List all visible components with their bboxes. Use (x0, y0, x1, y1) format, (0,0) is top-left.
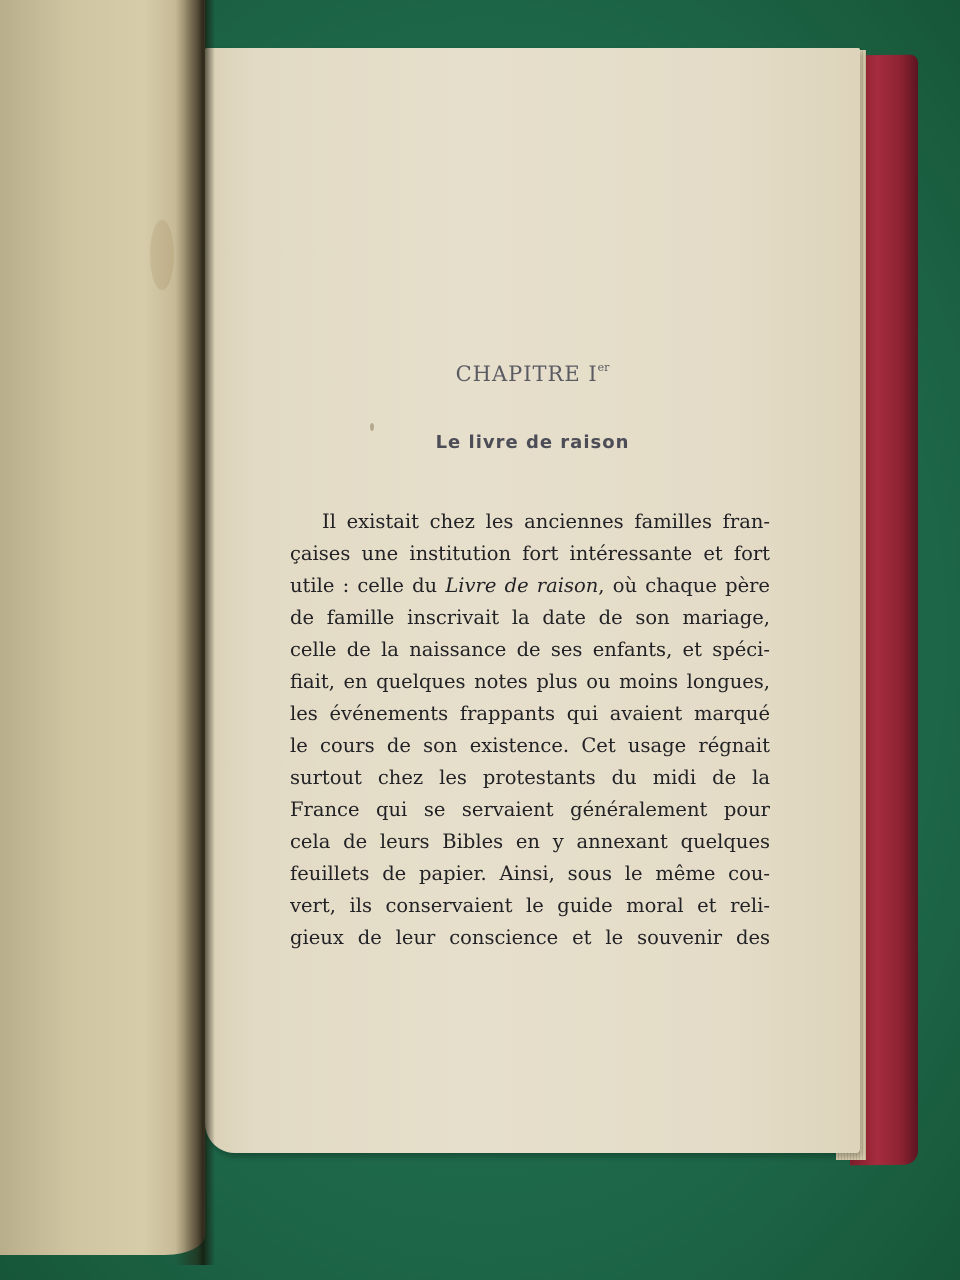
paragraph-line: celle de la naissance de ses enfants, et spéci- (290, 638, 770, 661)
chapter-heading-superscript: er (597, 361, 610, 374)
paragraph-line: çaises une institution fort intéressante et fort (290, 542, 770, 565)
paragraph-line: cela de leurs Bibles en y annexant quelques (290, 830, 770, 853)
paragraph-line: France qui se servaient généralement pour (290, 798, 770, 821)
paragraph-line: de famille inscrivait la date de son mariage, (290, 606, 770, 629)
paragraph-line: surtout chez les protestants du midi de la (290, 766, 770, 789)
paper-spot (370, 423, 374, 431)
body-paragraph (290, 506, 770, 954)
chapter-heading-text: CHAPITRE I (455, 362, 598, 386)
chapter-heading (205, 361, 860, 386)
paragraph-line: gieux de leur conscience et le souvenir des (290, 926, 770, 949)
paragraph-line-end: , où chaque père (598, 574, 770, 597)
paragraph-line-start: utile : celle du (290, 574, 446, 597)
italic-title: Livre de raison (445, 574, 599, 597)
paragraph-line: vert, ils conservaient le guide moral et reli- (290, 894, 770, 917)
paragraph-line: le cours de son existence. Cet usage régnait (290, 734, 770, 757)
paragraph-line (290, 570, 770, 602)
paragraph-line: feuillets de papier. Ainsi, sous le même cou- (290, 862, 770, 885)
paragraph-line: fiait, en quelques notes plus ou moins longues, (290, 670, 770, 693)
paragraph-line: les événements frappants qui avaient marqué (290, 702, 770, 725)
paragraph-line: Il existait chez les anciennes familles fran- (322, 510, 770, 533)
book-gutter-shadow (175, 0, 215, 1265)
right-page (205, 48, 860, 1153)
paper-stain (150, 220, 174, 290)
chapter-title: Le livre de raison (435, 432, 630, 453)
